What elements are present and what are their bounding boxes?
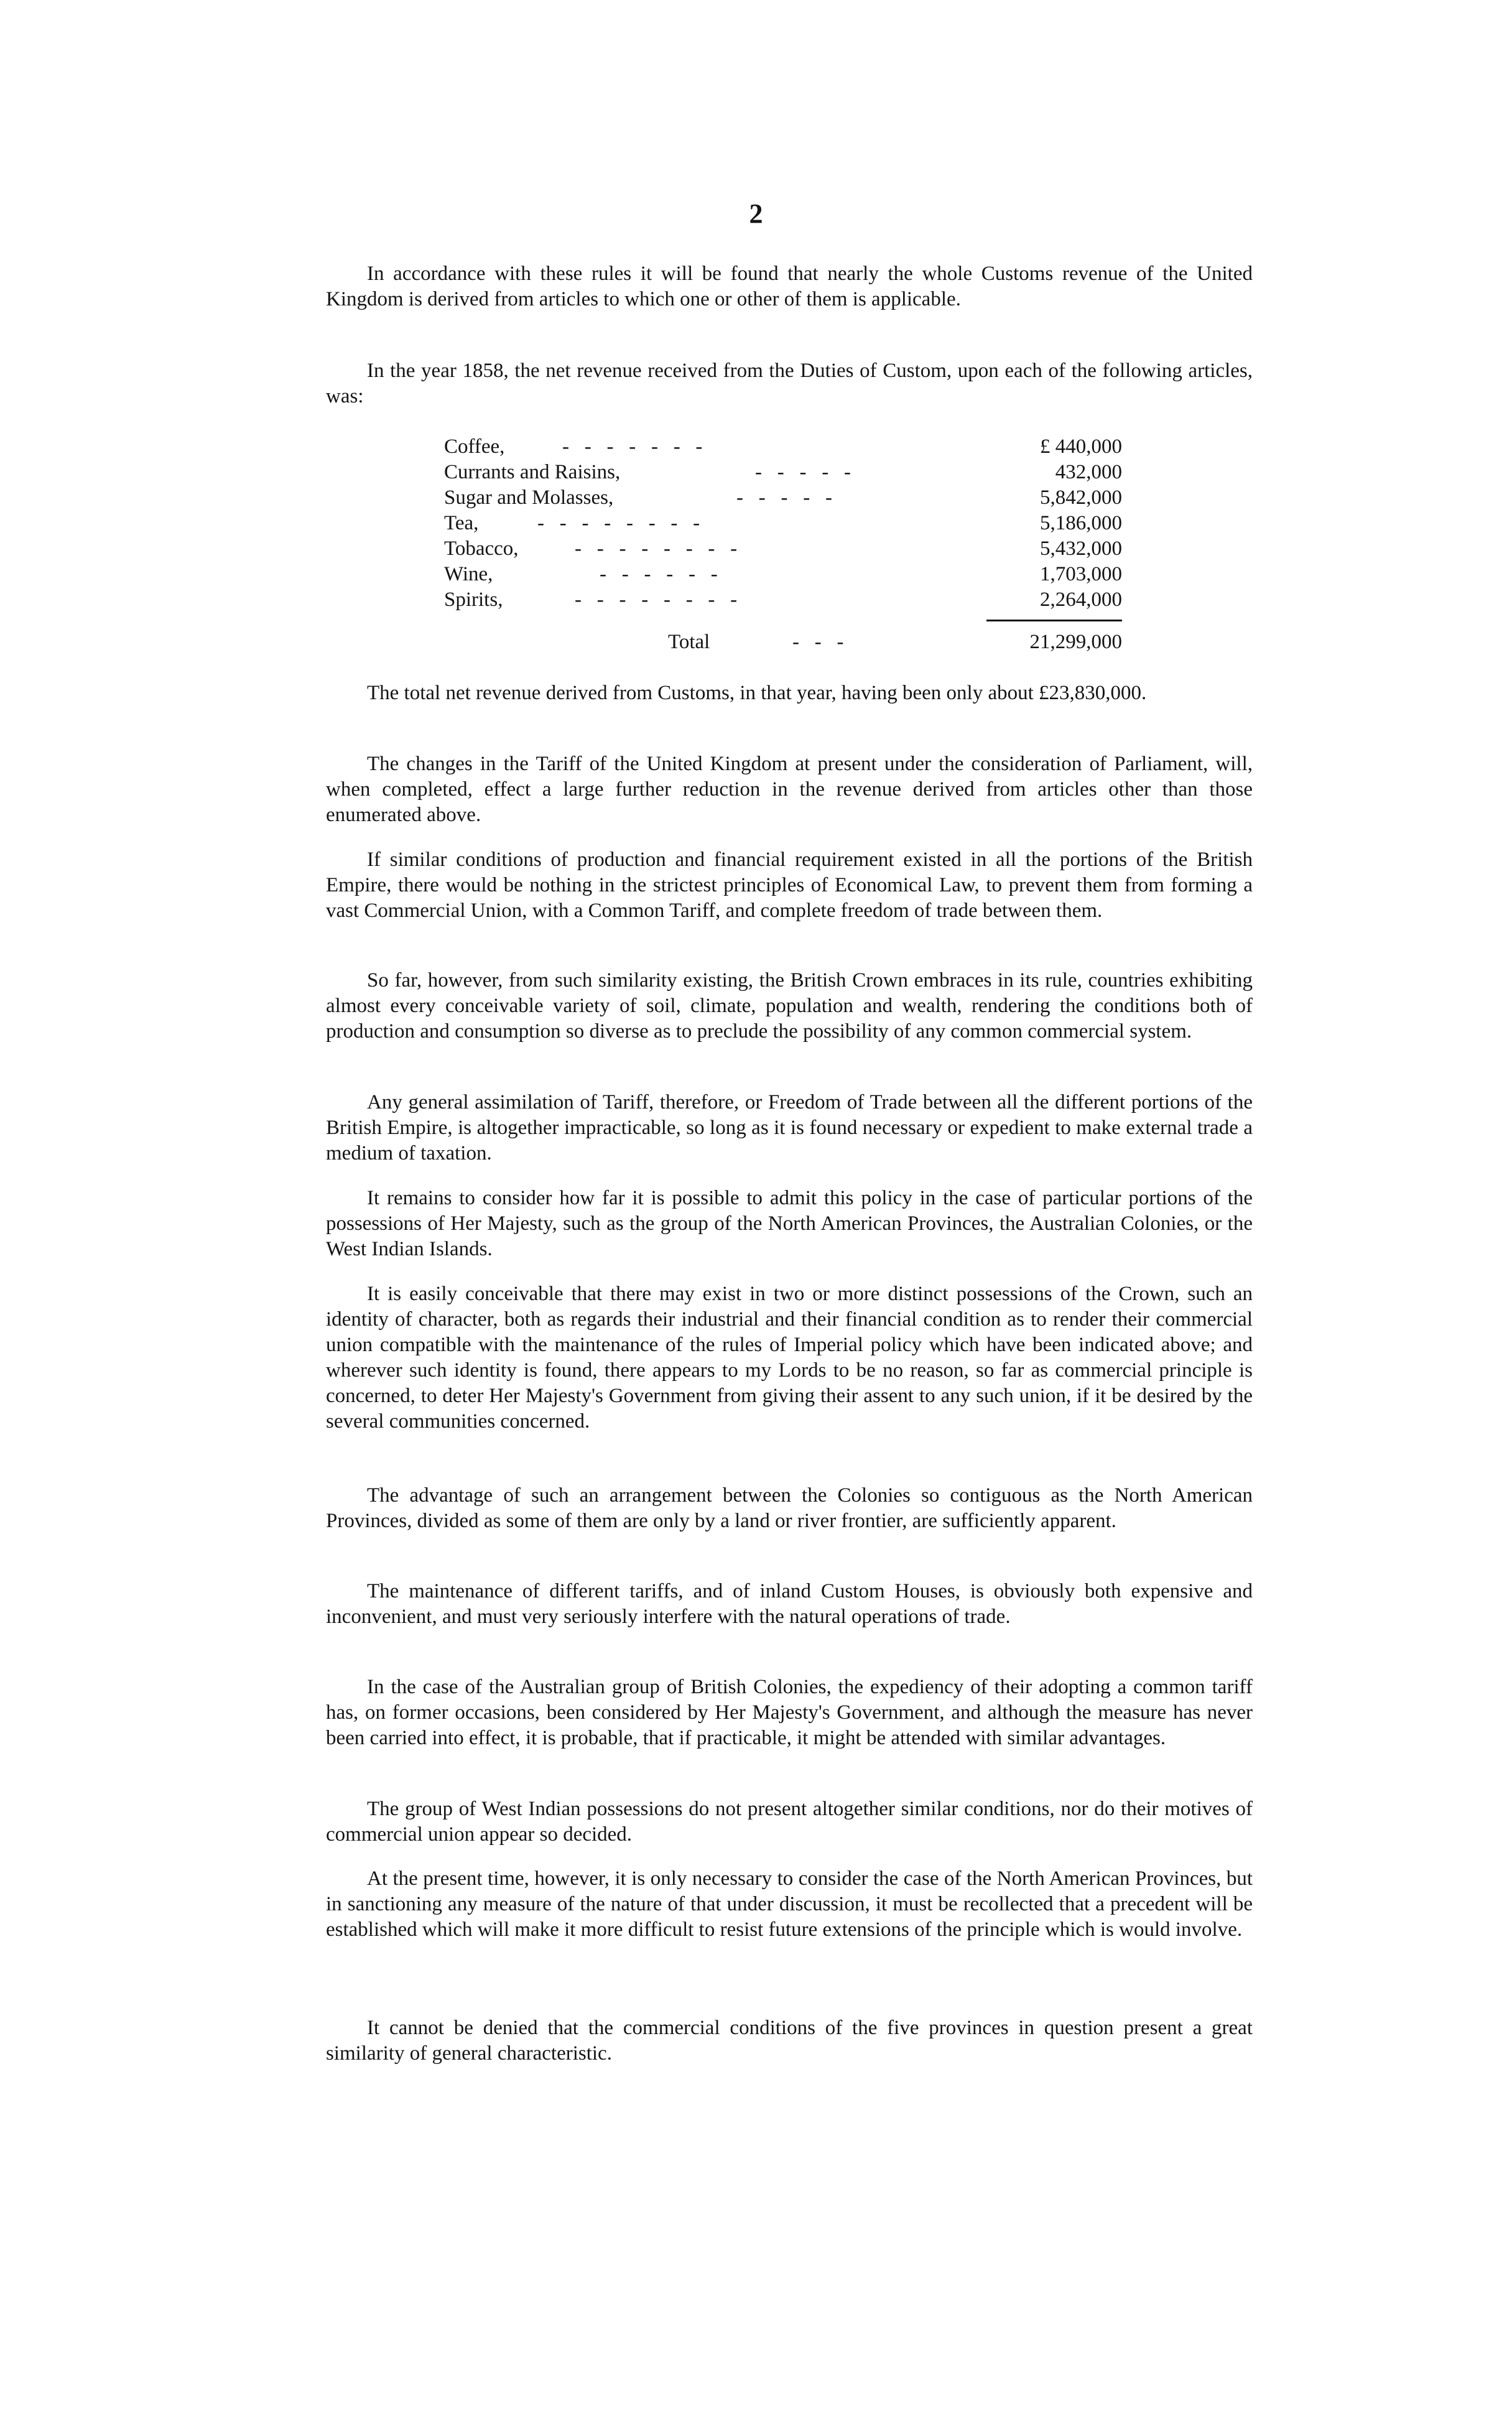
article-amount: 1,703,000 (1040, 563, 1122, 585)
table-row (444, 460, 1122, 485)
table-row (444, 485, 1122, 511)
paragraph-similar-conditions: If similar conditions of production and financial requirement existed in all the portions of the British Empire, there would be nothing in the strictest principles of Economical Law, to prevent them from forming a vast Commercial Union, with a Common Tariff, and complete freedom of trade between them. (326, 848, 1253, 922)
paragraph-revenue-1858: In the year 1858, the net revenue received from the Duties of Custom, upon each of the following articles, was: (326, 360, 1253, 407)
total-row (444, 630, 1122, 655)
article-label: Sugar and Molasses, (444, 486, 614, 509)
leader-dashes: - - - - - - - - (575, 588, 738, 611)
paragraph-easily-conceivable: It is easily conceivable that there may exist in two or more distinct possessions of the Crown, such an identity of character, both as regards their industrial and their financial condition as to render their commercial union compatible with the maintenance of the rules of Imperial policy which have been indicated above; and wherever such identity is found, there appears to my Lords to be no reason, so far as commercial principle is concerned, to deter Her Majesty's Government from giving their assent to any such union, if it be desired by the several communities concerned. (326, 1283, 1253, 1433)
table-row (444, 511, 1122, 536)
article-label: Wine, (444, 563, 493, 585)
paragraph-maintenance: The maintenance of different tariffs, and of inland Custom Houses, is obviously both expensive and inconvenient, and must very seriously interfere with the natural operations of trade. (326, 1580, 1253, 1628)
article-amount: 2,264,000 (1040, 588, 1122, 611)
total-label: Total (668, 631, 710, 653)
article-label: Spirits, (444, 588, 503, 611)
article-amount: £ 440,000 (1040, 435, 1122, 458)
article-amount: 5,432,000 (1040, 537, 1122, 560)
article-amount: 432,000 (1055, 461, 1122, 483)
paragraph-so-far: So far, however, from such similarity existing, the British Crown embraces in its rule, countries exhibiting almost every conceivable variety of soil, climate, population and wealth, rendering the conditions both of production and consumption so diverse as to preclude the possibility of any common commercial system. (326, 969, 1253, 1043)
paragraph-customs-rules: In accordance with these rules it will be found that nearly the whole Customs revenue of the United Kingdom is derived from articles to which one or other of them is applicable. (326, 263, 1253, 310)
leader-dashes: - - - - - - - - (575, 537, 738, 560)
total-amount: 21,299,000 (1029, 631, 1122, 653)
leader-dashes: - - - - - (736, 486, 832, 509)
total-rule (986, 620, 1122, 621)
table-row (444, 434, 1122, 460)
paragraph-general-assimilation: Any general assimilation of Tariff, therefore, or Freedom of Trade between all the different portions of the British Empire, is altogether impracticable, so long as it is found necessary or expedient to make external trade a medium of taxation. (326, 1091, 1253, 1164)
table-row (444, 587, 1122, 613)
article-amount: 5,842,000 (1040, 486, 1122, 509)
leader-dashes: - - - - - (755, 461, 851, 483)
paragraph-australian-group: In the case of the Australian group of British Colonies, the expediency of their adopting a common tariff has, on former occasions, been considered by Her Majesty's Government, and although the measure has never been carried into effect, it is probable, that if practicable, it might be attended with similar advantages. (326, 1676, 1253, 1749)
article-label: Currants and Raisins, (444, 461, 621, 483)
leader-dashes: - - - - - - - - (537, 512, 700, 534)
article-amount: 5,186,000 (1040, 512, 1122, 534)
table-row (444, 562, 1122, 587)
article-label: Tobacco, (444, 537, 519, 560)
table-row (444, 536, 1122, 562)
paragraph-advantage: The advantage of such an arrangement between the Colonies so contiguous as the North American Provinces, divided as some of them are only by a land or river frontier, are sufficiently apparent. (326, 1484, 1253, 1532)
paragraph-present-time: At the present time, however, it is only necessary to consider the case of the North American Provinces, but in sanctioning any measure of the nature of that under discussion, it must be recollected that a precedent will be established which will make it more difficult to resist future extensions of the principle which is would involve. (326, 1867, 1253, 1941)
paragraph-tariff-changes: The changes in the Tariff of the United Kingdom at present under the consideration of Parliament, will, when completed, effect a large further reduction in the revenue derived from articles other than those enumerated above. (326, 753, 1253, 826)
page-number: 2 (749, 198, 763, 229)
article-label: Tea, (444, 512, 479, 534)
revenue-table (444, 434, 1122, 653)
paragraph-remains-to-consider: It remains to consider how far it is possible to admit this policy in the case of particular portions of the possessions of Her Majesty, such as the group of the North American Provinces, the Australian Colonies, or the West Indian Islands. (326, 1187, 1253, 1260)
paragraph-total-net-revenue: The total net revenue derived from Customs, in that year, having been only about £23,830,000. (367, 682, 1147, 704)
leader-dashes: - - - - - - (600, 563, 718, 585)
leader-dashes: - - - - - - - (562, 435, 703, 458)
leader-dashes: - - - (792, 631, 844, 653)
paragraph-west-indian: The group of West Indian possessions do not present altogether similar conditions, nor do their motives of commercial union appear so decided. (326, 1798, 1253, 1846)
paragraph-five-provinces: It cannot be denied that the commercial conditions of the five provinces in question present a great similarity of general characteristic. (326, 2017, 1253, 2065)
article-label: Coffee, (444, 435, 505, 458)
